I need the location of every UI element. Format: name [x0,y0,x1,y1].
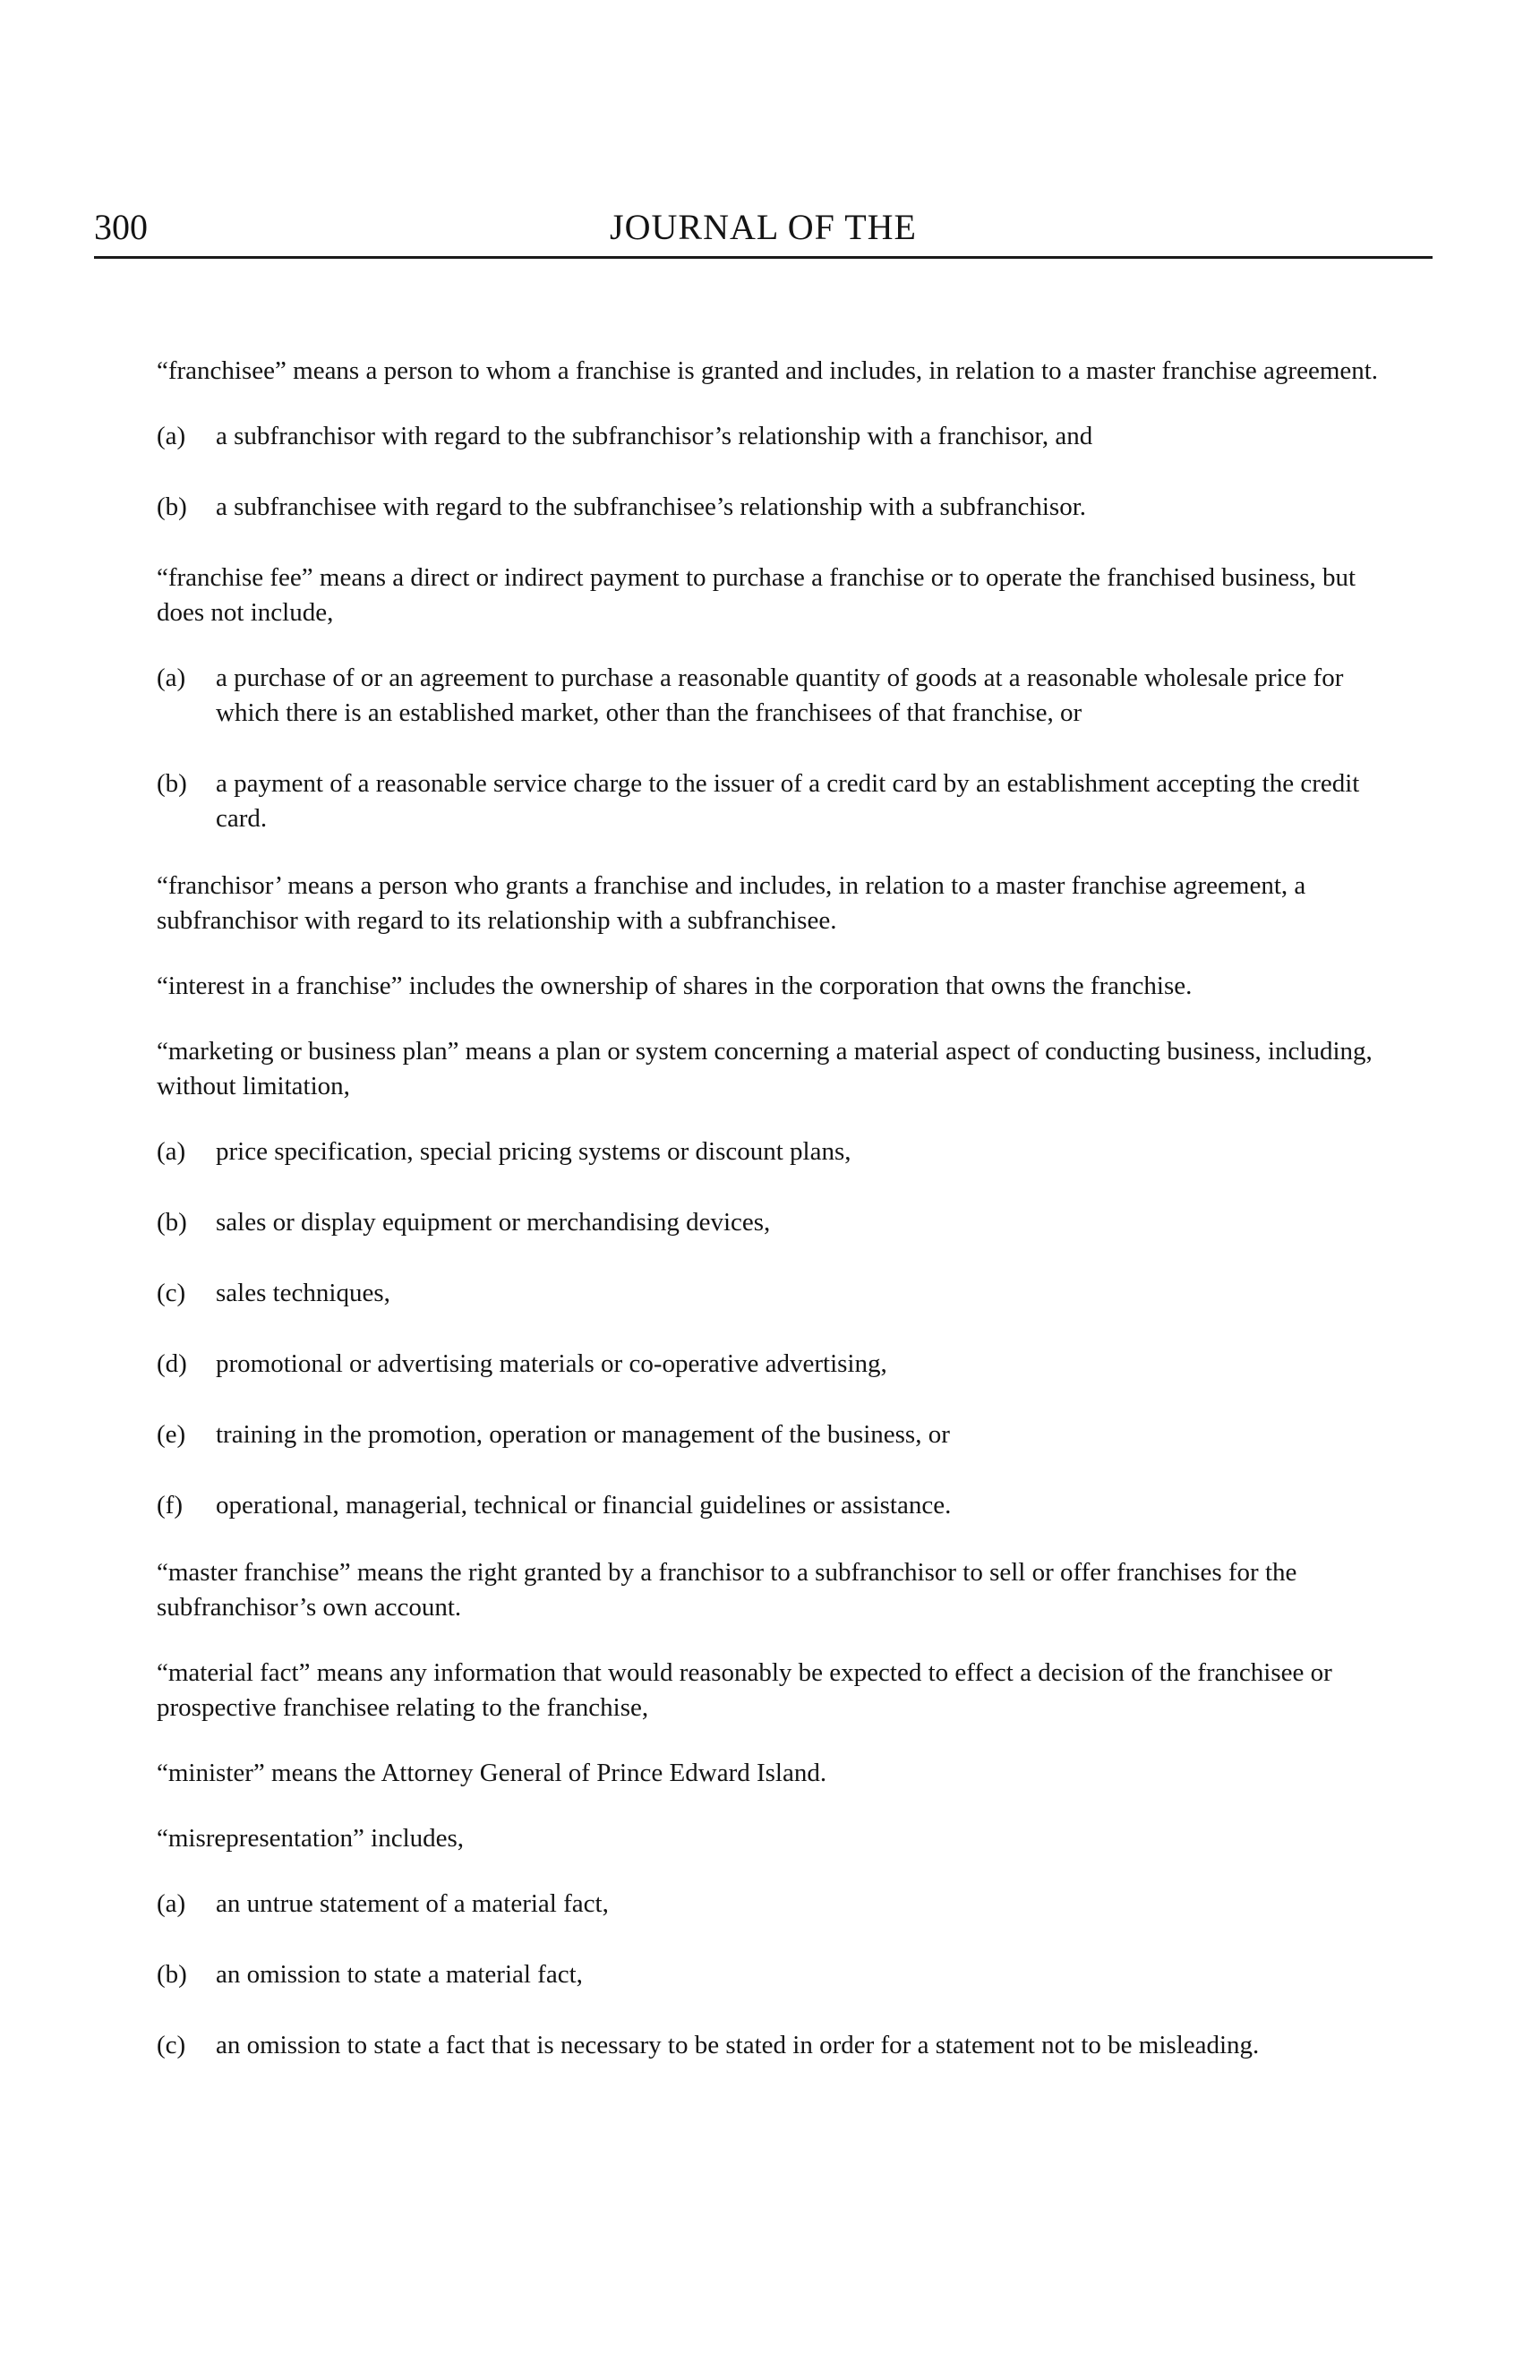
item-label: (a) [157,1889,186,1918]
item-text: a purchase of or an agreement to purchase a reasonable quantity of goods at a reasonable wholesale price for which there is an established market, other than the franchisees of that franchise, or [216,663,1344,727]
item-label: (c) [157,2031,186,2059]
item-text: a subfranchisee with regard to the subfranchisee’s relationship with a subfranchisor. [216,492,1087,521]
item-label: (a) [157,422,186,450]
page-content [157,354,1397,2099]
item-label: (d) [157,1349,187,1378]
item-text: sales or display equipment or merchandising devices, [216,1208,771,1237]
item-text: an omission to state a fact that is necessary to be stated in order for a statement not to be misleading. [216,2031,1260,2059]
item-text: sales techniques, [216,1279,390,1307]
definition-franchise-fee: “franchise fee” means a direct or indirect payment to purchase a franchise or to operate the franchised business, but does not include, [157,563,1356,627]
item-text: a subfranchisor with regard to the subfranchisor’s relationship with a franchisor, and [216,422,1093,450]
list-item [157,1276,1397,1311]
definition-franchisor: “franchisor’ means a person who grants a franchise and includes, in relation to a master franchise agreement, a subfranchisor with regard to its relationship with a subfranchisee. [157,871,1306,935]
item-text: an omission to state a material fact, [216,1960,583,1989]
list-item [157,419,1397,454]
definition-interest-in-franchise: “interest in a franchise” includes the ownership of shares in the corporation that owns the franchise. [157,972,1193,1000]
list-item [157,1887,1397,1922]
item-label: (a) [157,663,186,692]
list-item [157,1417,1397,1452]
list-item [157,1347,1397,1382]
definition-material-fact: “material fact” means any information that would reasonably be expected to effect a decision of the franchisee or prospective franchisee relating to the franchise, [157,1658,1332,1722]
item-label: (b) [157,769,187,798]
list-item [157,1957,1397,1992]
item-label: (b) [157,1208,187,1237]
list-item [157,2028,1397,2063]
page-number: 300 [94,207,148,247]
list-item [157,1134,1397,1169]
item-label: (f) [157,1491,183,1520]
item-text: an untrue statement of a material fact, [216,1889,609,1918]
item-label: (c) [157,1279,186,1307]
list-item [157,1488,1397,1523]
item-text: promotional or advertising materials or co-operative advertising, [216,1349,887,1378]
item-label: (b) [157,492,187,521]
definition-master-franchise: “master franchise” means the right granted by a franchisor to a subfranchisor to sell or offer franchises for the subfranchisor’s own account. [157,1558,1297,1622]
item-label: (a) [157,1137,186,1166]
definition-franchisee: “franchisee” means a person to whom a franchise is granted and includes, in relation to a master franchise agreement. [157,356,1379,385]
item-text: price specification, special pricing systems or discount plans, [216,1137,851,1166]
item-text: training in the promotion, operation or management of the business, or [216,1420,950,1449]
list-item [157,1205,1397,1240]
list-item [157,766,1397,836]
list-item [157,661,1397,731]
page-header [94,201,1433,259]
item-text: a payment of a reasonable service charge to the issuer of a credit card by an establishment accepting the credit card. [216,769,1360,833]
item-label: (b) [157,1960,187,1989]
item-text: operational, managerial, technical or financial guidelines or assistance. [216,1491,952,1520]
definition-misrepresentation: “misrepresentation” includes, [157,1824,465,1853]
list-item [157,490,1397,525]
item-label: (e) [157,1420,186,1449]
running-head: JOURNAL OF THE [610,207,917,247]
definition-minister: “minister” means the Attorney General of Prince Edward Island. [157,1759,827,1787]
definition-marketing-plan: “marketing or business plan” means a plan or system concerning a material aspect of conducting business, including, without limitation, [157,1037,1373,1100]
